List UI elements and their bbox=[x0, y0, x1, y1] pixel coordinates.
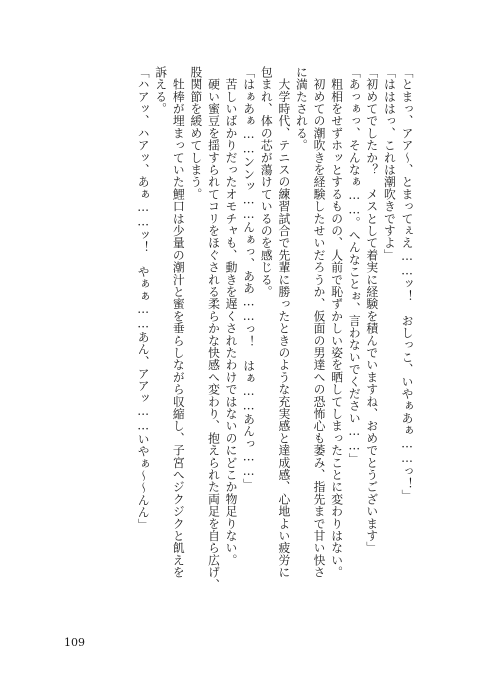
text-line: 牡棒が埋まっていた鯉口は少量の潮汁と蜜を垂らしながら収縮し、子宮へジクジクと飢えを bbox=[171, 66, 186, 579]
text-line: 包まれ、体の芯が蕩けているのを感じる。 bbox=[259, 66, 274, 298]
text-line: 「はははっ、これは潮吹きですよ」 bbox=[382, 66, 397, 262]
text-line: 「ハアッ、ハアッ、あぁ……ッ！ やぁぁ……あん、アアッ……いやぁ〜〜んん」 bbox=[136, 66, 151, 531]
text-line: 硬い蜜豆を揺すられてコリをほぐされる柔らかな快感へ変わり、抱えられた両足を自ら広げ、 bbox=[206, 66, 221, 591]
text-line: 「とまっ、アア〜、とまってぇえ……ッ！ おしっこ、いやぁあぁ……っ！」 bbox=[400, 66, 414, 502]
text-line: 初めての潮吹きを経験したせいだろうか、仮面の男達への恐怖心も萎み、指先まで甘い快さ bbox=[312, 66, 327, 579]
text-line: 大学時代、テニスの練習試合で先輩に勝ったときのような充実感と達成感、心地よい疲労に bbox=[276, 66, 291, 579]
vertical-text-body bbox=[136, 66, 414, 636]
text-line: 「初めてでしたか？ メスとして着実に経験を積んでいますね、おめでとうございます」 bbox=[364, 66, 379, 554]
page-number: 109 bbox=[64, 636, 85, 649]
text-line: 粗相をせずホッとするものの、人前で恥ずかしい姿を晒してしまったことに変わりはない。 bbox=[329, 66, 344, 579]
text-line: に満たされる。 bbox=[294, 66, 309, 152]
text-line: 「あっぁっ、そんなぁ……。へんなことぉ、言わないでください……」 bbox=[347, 66, 362, 466]
text-line: 股関節を緩めてしまう。 bbox=[188, 66, 203, 201]
text-line: 「はぁあぁ……ンンッ……んぁっ、ああ……っ！ はぁ……あんっ……」 bbox=[241, 66, 256, 491]
text-line: 苦しいばかりだったオモチャも、動きを遅くされたわけではないのにどこか物足りない。 bbox=[224, 66, 239, 567]
text-line: 訴える。 bbox=[153, 66, 168, 115]
